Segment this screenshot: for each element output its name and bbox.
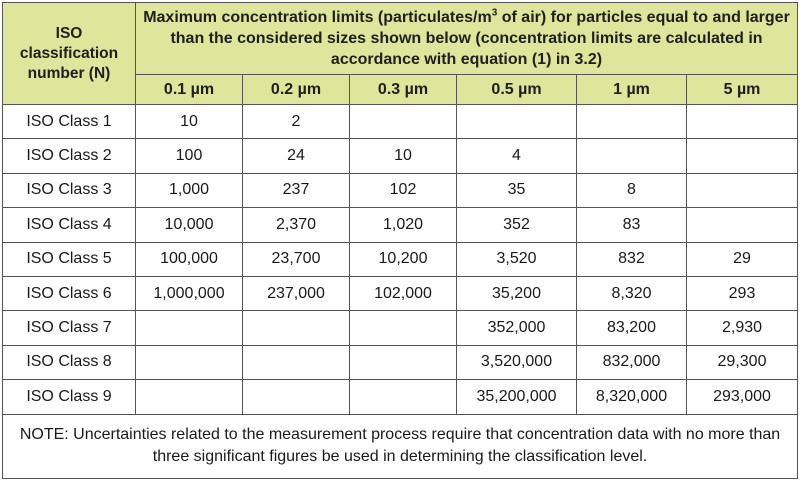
- iso-classification-table: [2, 2, 798, 479]
- concentration-cell: [350, 105, 457, 139]
- concentration-cell: 293: [687, 276, 798, 310]
- header-row-title: [3, 3, 798, 75]
- header-title-part-1: Maximum concentration limits (particulates/m: [143, 9, 492, 26]
- concentration-cell: [136, 380, 243, 414]
- concentration-cell: 4: [457, 139, 577, 173]
- concentration-cell: 352: [457, 208, 577, 242]
- concentration-cell: 3,520: [457, 242, 577, 276]
- concentration-cell: 10: [350, 139, 457, 173]
- concentration-cell: 10,200: [350, 242, 457, 276]
- concentration-limits-header: [136, 3, 798, 75]
- size-header-3: 0.5 µm: [457, 75, 577, 105]
- concentration-cell: 352,000: [457, 311, 577, 345]
- concentration-cell: [136, 345, 243, 379]
- concentration-cell: 35: [457, 173, 577, 207]
- concentration-cell: 23,700: [243, 242, 350, 276]
- table-note: NOTE: Uncertainties related to the measurement process require that concentration data with no more than three significant figures be used in determining the classification level.: [3, 414, 798, 478]
- table-row: [3, 242, 798, 276]
- iso-class-label: ISO Class 9: [3, 380, 136, 414]
- table-row: [3, 139, 798, 173]
- concentration-cell: 832,000: [577, 345, 687, 379]
- concentration-cell: [243, 345, 350, 379]
- concentration-cell: 35,200,000: [457, 380, 577, 414]
- concentration-cell: 8,320: [577, 276, 687, 310]
- concentration-cell: 8,320,000: [577, 380, 687, 414]
- concentration-cell: 3,520,000: [457, 345, 577, 379]
- concentration-cell: 293,000: [687, 380, 798, 414]
- concentration-cell: 24: [243, 139, 350, 173]
- concentration-cell: 1,000,000: [136, 276, 243, 310]
- concentration-cell: 2: [243, 105, 350, 139]
- concentration-cell: [687, 139, 798, 173]
- size-header-2: 0.3 µm: [350, 75, 457, 105]
- iso-classification-number-header: ISO classification number (N): [3, 3, 136, 105]
- concentration-cell: [350, 380, 457, 414]
- table-row: [3, 380, 798, 414]
- iso-class-label: ISO Class 6: [3, 276, 136, 310]
- table-row: [3, 311, 798, 345]
- concentration-cell: 100: [136, 139, 243, 173]
- iso-class-label: ISO Class 7: [3, 311, 136, 345]
- iso-class-label: ISO Class 4: [3, 208, 136, 242]
- concentration-cell: [687, 208, 798, 242]
- concentration-cell: 8: [577, 173, 687, 207]
- concentration-cell: 10,000: [136, 208, 243, 242]
- concentration-cell: [243, 380, 350, 414]
- iso-class-label: ISO Class 8: [3, 345, 136, 379]
- table-row: [3, 173, 798, 207]
- iso-classification-table-container: [2, 2, 797, 497]
- table-row: [3, 276, 798, 310]
- header-title-part-2: of air) for particles equal to and larger than the considered sizes shown below (concentration limits are calculated in accordance with equation (1) in 3.2): [170, 9, 790, 68]
- concentration-cell: 1,000: [136, 173, 243, 207]
- concentration-cell: [457, 105, 577, 139]
- header-title-superscript: 3: [491, 7, 498, 19]
- concentration-cell: 237,000: [243, 276, 350, 310]
- concentration-cell: [687, 105, 798, 139]
- concentration-cell: 100,000: [136, 242, 243, 276]
- concentration-cell: [577, 139, 687, 173]
- concentration-cell: 2,930: [687, 311, 798, 345]
- concentration-cell: 29: [687, 242, 798, 276]
- table-body: [3, 105, 798, 415]
- size-header-1: 0.2 µm: [243, 75, 350, 105]
- concentration-cell: 102: [350, 173, 457, 207]
- iso-class-label: ISO Class 1: [3, 105, 136, 139]
- concentration-cell: 35,200: [457, 276, 577, 310]
- concentration-cell: [687, 173, 798, 207]
- concentration-cell: [350, 345, 457, 379]
- concentration-cell: 1,020: [350, 208, 457, 242]
- concentration-cell: 102,000: [350, 276, 457, 310]
- concentration-cell: 2,370: [243, 208, 350, 242]
- size-header-0: 0.1 µm: [136, 75, 243, 105]
- concentration-cell: [243, 311, 350, 345]
- concentration-cell: 832: [577, 242, 687, 276]
- note-row: [3, 414, 798, 478]
- concentration-cell: 10: [136, 105, 243, 139]
- iso-class-label: ISO Class 3: [3, 173, 136, 207]
- concentration-cell: 83: [577, 208, 687, 242]
- table-row: [3, 208, 798, 242]
- iso-class-label: ISO Class 5: [3, 242, 136, 276]
- concentration-cell: 237: [243, 173, 350, 207]
- table-row: [3, 345, 798, 379]
- concentration-cell: 83,200: [577, 311, 687, 345]
- concentration-cell: [350, 311, 457, 345]
- concentration-cell: [136, 311, 243, 345]
- concentration-cell: 29,300: [687, 345, 798, 379]
- size-header-5: 5 µm: [687, 75, 798, 105]
- table-row: [3, 105, 798, 139]
- iso-class-label: ISO Class 2: [3, 139, 136, 173]
- size-header-4: 1 µm: [577, 75, 687, 105]
- concentration-cell: [577, 105, 687, 139]
